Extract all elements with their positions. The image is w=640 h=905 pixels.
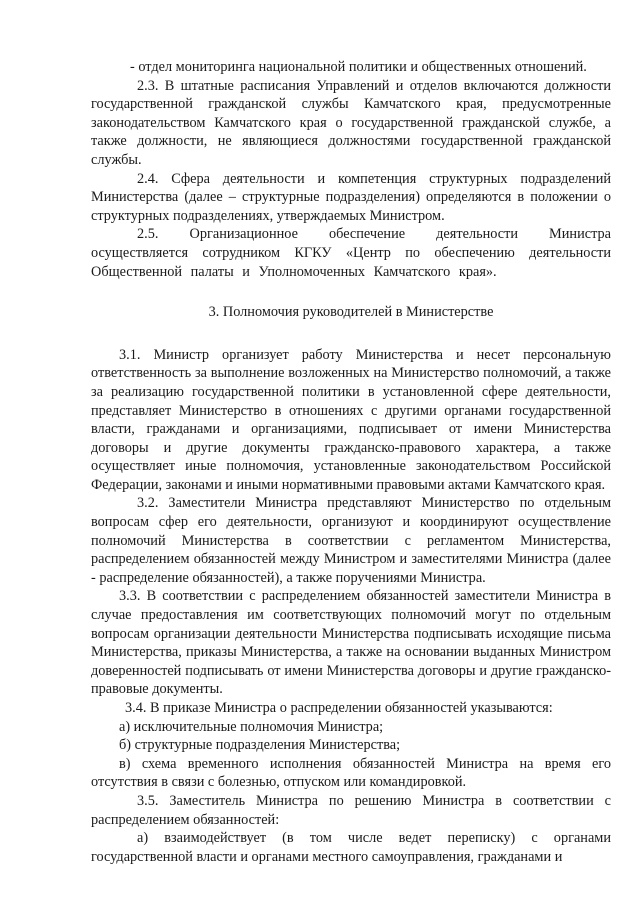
- paragraph-2-4: 2.4. Сфера деятельности и компетенция структурных подразделений Министерства (далее – структурные подразделения) определяются в положении о структурных подразделениях, утверждаемых Министром.: [91, 170, 611, 224]
- paragraph-2-3: 2.3. В штатные расписания Управлений и отделов включаются должности государственной гражданской службы Камчатского края, предусмотренные законодательством Камчатского края о государственной гражданской службе, а также должности, не являющиеся должностями государственной гражданской службы.: [91, 77, 611, 168]
- section-heading: 3. Полномочия руководителей в Министерстве: [208, 304, 494, 321]
- paragraph-3-5-a: а) взаимодействует (в том числе ведет переписку) с органами государственной власти и органами местного самоуправления, гражданами и: [91, 830, 611, 865]
- paragraph-2-5: 2.5. Организационное обеспечение деятельности Министра осуществляется сотрудником КГКУ «Центр по обеспечению деятельности Общественной палаты и Уполномоченных Камчатского края».: [91, 226, 611, 280]
- list-item-a: а) исключительные полномочия Министра;: [119, 718, 384, 735]
- list-item-b: б) структурные подразделения Министерства;: [119, 737, 401, 754]
- paragraph-3-1: 3.1. Министр организует работу Министерства и несет персональную ответственность за выполнение возложенных на Министерство полномочий, а также за реализацию государственной политики в установленной сфере деятельности, представляет Министерство в отношениях с другими органами государственной власти, гражданами и организациями, подписывает от имени Министерства договоры и другие документы гражданско-правового характера, а также осуществляет иные полномочия, установленные законодательством Российской Федерации, законами и иными нормативными правовыми актами Камчатского края.: [91, 346, 611, 493]
- paragraph-3-5: 3.5. Заместитель Министра по решению Министра в соответствии с распределением обязанностей:: [91, 792, 611, 828]
- list-item-c: в) схема временного исполнения обязанностей Министра на время его отсутствия в связи с болезнью, отпуском или командировкой.: [91, 755, 611, 791]
- paragraph-3-2: 3.2. Заместители Министра представляют Министерство по отдельным вопросам сфер его деятельности, организуют и координируют осуществление полномочий Министерства в соответствии с регламентом Министерства, распределением обязанностей между Министром и заместителями Министра (далее - распределение обязанностей), а также поручениями Министра.: [91, 495, 611, 586]
- paragraph-3-4: 3.4. В приказе Министра о распределении обязанностей указываются:: [125, 700, 553, 716]
- paragraph-3-3: 3.3. В соответствии с распределением обязанностей заместители Министра в случае предоставления им соответствующих полномочий могут по отдельным вопросам организации деятельности Министерства подписывать исходящие письма Министерства, приказы Министерства, а также на основании выданных Министром доверенностей подписывать от имени Министерства договоры и другие гражданско-правовые документы.: [91, 588, 611, 698]
- paragraph-dept-monitoring: - отдел мониторинга национальной политики и общественных отношений.: [130, 59, 587, 75]
